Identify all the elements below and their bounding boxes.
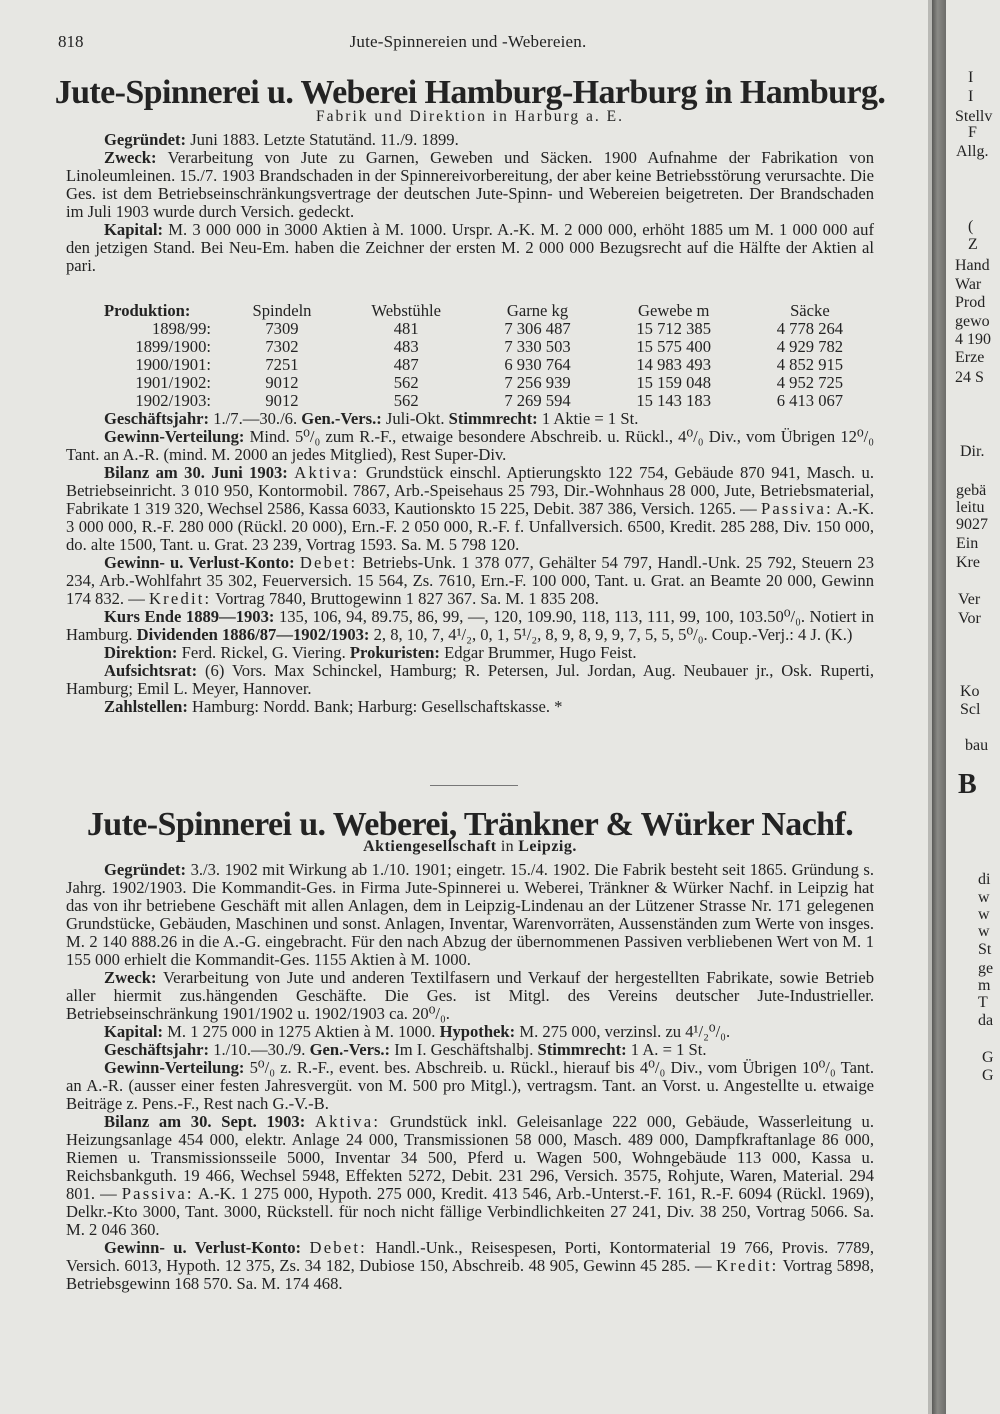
production-label: Produktion: xyxy=(104,301,191,320)
table-cell: 7 330 503 xyxy=(504,337,571,356)
ledger-side-label: Aktiva: xyxy=(314,1112,381,1131)
field-text: Vortrag 5898, Betriebsgewinn 168 570. Sa. M. 174 468. xyxy=(66,1256,874,1293)
adjacent-page-text-fragment: leitu xyxy=(956,499,985,516)
field-label: Zahlstellen: xyxy=(104,697,188,716)
running-header xyxy=(58,32,878,54)
table-cell: 4 952 725 xyxy=(776,373,844,392)
column-header: Spindeln xyxy=(252,301,312,320)
field-text: A.-K. 1 275 000, Hypoth. 275 000, Kredit. 413 546, Arb.-Unterst.-F. 161, R.-F. 6094 (Rückl. 1969), Delkr.-Kto 3000, Tant. 3000, Rückstell. für noch nicht fällige Verbindlichkeiten 27 241, Div. 38 250, Vortrag 5066. Sa. M. 2 046 360. xyxy=(66,1184,874,1239)
field-text: 1./10.—30./9. xyxy=(209,1040,310,1059)
paragraph xyxy=(66,149,874,221)
field-text: Mind. 5⁰/₀ zum R.-F., etwaige besondere Abschreib. u. Rückl., 4⁰/₀ Div., vom Übrigen 12⁰/₀ Tant. an A.-R. (mind. M. 2000 an jedes Mitglied), Rest Super-Div. xyxy=(66,427,874,464)
adjacent-page-text-fragment: Ver xyxy=(958,591,981,608)
table-cell: 7 306 487 xyxy=(504,319,571,338)
running-title: Jute-Spinnereien und -Webereien. xyxy=(349,32,587,51)
ledger-side-label: Debet: xyxy=(309,1238,367,1257)
adjacent-page-text-fragment: da xyxy=(978,1012,994,1029)
adjacent-page-text-fragment: Hand xyxy=(955,257,990,274)
field-text: Ferd. Rickel, G. Viering. xyxy=(177,643,350,662)
field-label: Gewinn- u. Verlust-Konto: xyxy=(104,1238,302,1257)
field-text: (6) Vors. Max Schinckel, Hamburg; R. Petersen, Jul. Jordan, Aug. Neubauer jr., Osk. Ruperti, Hamburg; Emil L. Meyer, Hannover. xyxy=(66,661,874,698)
company-subtitle-hamburg-harburg: Fabrik und Direktion in Harburg a. E. xyxy=(316,108,624,125)
table-row xyxy=(66,356,874,374)
field-label: Geschäftsjahr: xyxy=(104,409,210,428)
subtitle-company-form: Aktiengesellschaft xyxy=(363,838,497,855)
field-text: Betriebs-Unk. 1 378 077, Gehälter 54 797, Handl.-Unk. 25 792, Steuern 23 234, Arb.-Wohlfahrt 35 302, Feuerversich. 15 564, Zs. 7610, Ern.-F. 100 000, Tant. u. Grat. an Beamte 20 000, Gewinn 174 832. — xyxy=(66,553,874,608)
field-label: Zweck: xyxy=(104,148,157,167)
adjacent-page-text-fragment: Vor xyxy=(958,610,981,627)
table-cell: 15 143 183 xyxy=(636,391,712,410)
field-label: Stimmrecht: xyxy=(448,409,538,428)
adjacent-page-text-fragment: Erze xyxy=(955,349,985,366)
production-table xyxy=(66,302,874,410)
field-text: 135, 106, 94, 89.75, 86, 99, —, 120, 109.90, 118, 113, 111, 99, 100, 103.50⁰/₀. Notiert in Hamburg. xyxy=(66,607,874,644)
column-header: Garne kg xyxy=(506,301,569,320)
adjacent-page-text-fragment: Dir. xyxy=(960,443,985,460)
field-label: Gen.-Vers.: xyxy=(301,409,382,428)
table-cell: 9012 xyxy=(265,373,299,392)
production-table-header xyxy=(66,302,874,320)
book-binding-gutter xyxy=(932,0,946,1414)
company-subtitle-traenkner-wuerker xyxy=(40,838,900,856)
adjacent-page-text-fragment: gebä xyxy=(956,482,987,499)
table-cell: 562 xyxy=(393,391,419,410)
adjacent-page-text-fragment: Ein xyxy=(956,535,979,552)
field-text: Hamburg: Nordd. Bank; Harburg: Gesellschaftskasse. * xyxy=(187,697,563,716)
table-cell: 7302 xyxy=(265,337,299,356)
field-label: Kapital: xyxy=(104,220,164,239)
field-text: Juni 1883. Letzte Statutänd. 11./9. 1899. xyxy=(186,130,459,149)
row-year: 1899/1900: xyxy=(135,337,211,356)
field-text: Im I. Geschäftshalbj. xyxy=(390,1040,538,1059)
table-cell: 15 159 048 xyxy=(636,373,712,392)
adjacent-page-text-fragment: G xyxy=(982,1067,994,1084)
paragraph xyxy=(66,1113,874,1239)
field-text: Vortrag 7840, Bruttogewinn 1 827 367. Sa. M. 1 835 208. xyxy=(211,589,599,608)
paragraph xyxy=(66,131,874,149)
field-label: Aufsichtsrat: xyxy=(104,661,198,680)
paragraph xyxy=(66,554,874,608)
company-title-hamburg-harburg: Jute-Spinnerei u. Weberei Hamburg-Harburg in Hamburg. xyxy=(54,74,886,111)
paragraph xyxy=(66,1041,874,1059)
paragraph xyxy=(66,608,874,644)
adjacent-page-text-fragment: bau xyxy=(965,737,989,754)
table-cell: 481 xyxy=(393,319,419,338)
subtitle-city: Leipzig. xyxy=(518,838,577,855)
adjacent-page-text-fragment: T xyxy=(978,994,988,1011)
paragraph xyxy=(66,1023,874,1041)
field-text xyxy=(301,1238,309,1257)
table-row xyxy=(66,320,874,338)
table-cell: 562 xyxy=(393,373,419,392)
ledger-side-label: Debet: xyxy=(299,553,358,572)
table-cell: 7 256 939 xyxy=(504,373,571,392)
field-text: 1./7.—30./6. xyxy=(209,409,302,428)
field-text: M. 1 275 000 in 1275 Aktien à M. 1000. xyxy=(163,1022,440,1041)
adjacent-page-text-fragment: w xyxy=(978,923,990,940)
adjacent-page-text-fragment: di xyxy=(978,871,991,888)
field-label: Prokuristen: xyxy=(349,643,440,662)
field-text: 1 Aktie = 1 St. xyxy=(537,409,639,428)
field-label: Bilanz am 30. Sept. 1903: xyxy=(104,1112,306,1131)
adjacent-page-text-fragment: gewo xyxy=(955,313,990,330)
field-text: A.-K. 3 000 000, R.-F. 280 000 (Rückl. 20 000), Ern.-F. 2 050 000, R.-F. f. Unfallversich. 6500, Kredit. 285 288, Div. 150 000, do. alte 1500, Tant. u. Grat. 23 239, Vortrag 1593. Sa. M. 5 798 120. xyxy=(66,499,874,554)
adjacent-page-text-fragment: Allg. xyxy=(956,143,989,160)
adjacent-page-text-fragment: w xyxy=(978,906,990,923)
table-row xyxy=(66,338,874,356)
row-year: 1898/99: xyxy=(151,319,211,338)
paragraph xyxy=(66,644,874,662)
table-cell: 6 413 067 xyxy=(776,391,844,410)
row-year: 1902/1903: xyxy=(135,391,211,410)
field-text: 2, 8, 10, 7, 4¹/₂, 0, 1, 5¹/₂, 8, 9, 8, 9, 9, 7, 5, 5, 5⁰/₀. Coup.-Verj.: 4 J. (K.) xyxy=(369,625,853,644)
adjacent-page-text-fragment: 24 S xyxy=(955,369,984,386)
field-text: Verarbeitung von Jute zu Garnen, Geweben und Säcken. 1900 Aufnahme der Fabrikation von Linoleumleinen. 15./7. 1903 Brandschaden in der Spinnereivorbereitung, der aber keine Betriebsstörung verursachte. Die Ges. ist dem Betriebseinschränkungsvertrage der deutschen Jute-Spinn- und Webereien beigetreten. Der Brandschaden im Juli 1903 wurde durch Versich. gedeckt. xyxy=(66,148,874,221)
row-year: 1900/1901: xyxy=(135,355,211,374)
table-cell: 487 xyxy=(393,355,419,374)
adjacent-page-text-fragment: Z xyxy=(968,236,978,253)
paragraph xyxy=(66,428,874,464)
field-text: 5⁰/₀ z. R.-F., event. bes. Abschreib. u. Rückl., hierauf bis 4⁰/₀ Div., vom Übrigen 10⁰/₀ Tant. an A.-R. (ausser einer festen Jahresvergüt. von M. 500 pro Mitgl.), vertragsm. Tant. an Vorst. u. Angestellte u. etwaige Beiträge z. Pens.-F., Rest nach G.-V.-B. xyxy=(66,1058,874,1113)
adjacent-page-text-fragment: Stellv xyxy=(955,108,993,125)
adjacent-page-text-fragment: I xyxy=(968,69,974,86)
company-title-traenkner-wuerker: Jute-Spinnerei u. Weberei, Tränkner & Würker Nachf. xyxy=(86,806,854,843)
field-text: Verarbeitung von Jute und anderen Textilfasern und Verkauf der hergestellten Fabrikate, sowie Betrieb aller hiermit zus.hängenden Geschäfte. Die Ges. ist Mitgl. des Vereins deutscher Jute-Industrieller. Betriebseinschränkung 1901/1902 u. 1902/1903 ca. 20⁰/₀. xyxy=(66,968,874,1023)
field-label: Kurs Ende 1889—1903: xyxy=(104,607,275,626)
paragraph xyxy=(66,1239,874,1293)
table-cell: 4 778 264 xyxy=(776,319,844,338)
table-cell: 15 712 385 xyxy=(636,319,712,338)
adjacent-page-text-fragment: I xyxy=(968,88,974,105)
field-text: 1 A. = 1 St. xyxy=(626,1040,707,1059)
subtitle-in: in xyxy=(496,838,519,855)
column-header: Säcke xyxy=(790,301,830,320)
adjacent-page-text-fragment: B xyxy=(958,769,977,800)
adjacent-page-text-fragment: G xyxy=(982,1049,994,1066)
table-cell: 7251 xyxy=(265,355,299,374)
field-label: Gewinn-Verteilung: xyxy=(104,427,245,446)
field-label: Geschäftsjahr: xyxy=(104,1040,210,1059)
section2-body xyxy=(66,861,874,1293)
table-row xyxy=(66,392,874,410)
adjacent-page-text-fragment: Prod xyxy=(955,294,986,311)
page-number: 818 xyxy=(58,32,84,51)
table-cell: 9012 xyxy=(265,391,299,410)
paragraph xyxy=(66,410,874,428)
section1-body-b xyxy=(66,410,874,716)
adjacent-page-text-fragment: m xyxy=(978,977,991,994)
adjacent-page-text-fragment: F xyxy=(968,124,977,141)
table-cell: 7309 xyxy=(265,319,299,338)
field-label: Zweck: xyxy=(104,968,157,987)
adjacent-page-text-fragment: 9027 xyxy=(956,516,988,533)
adjacent-page-text-fragment: Kre xyxy=(956,554,980,571)
field-label: Kapital: xyxy=(104,1022,164,1041)
field-text: Juli-Okt. xyxy=(381,409,449,428)
field-text: Grundstück einschl. Aptierungskto 122 754, Gebäude 870 941, Masch. u. Betriebseinricht. 3 010 950, Kontormobil. 7867, Arb.-Speisehaus 25 793, Dir.-Wohnhaus 28 000, Jute, Betriebsmaterial, Fabrikate 1 319 320, Wechsel 2586, Kassa 6033, Kautionskto 15 225, Debit. 387 386, Versich. 1265. — xyxy=(66,463,874,518)
adjacent-page-text-fragment: St xyxy=(978,941,992,958)
table-cell: 7 269 594 xyxy=(504,391,571,410)
field-text xyxy=(305,1112,315,1131)
field-text: Edgar Brummer, Hugo Feist. xyxy=(439,643,637,662)
table-cell: 483 xyxy=(393,337,419,356)
adjacent-page-text-fragment: w xyxy=(978,889,990,906)
ledger-side-label: Passiva: xyxy=(121,1184,194,1203)
field-text: Grundstück inkl. Geleisanlage 222 000, Gebäude, Wasserleitung u. Heizungsanlage 454 000, elektr. Anlage 24 000, Transmissionen 58 000, Masch. 489 000, Dampfkraftanlage 86 000, Riemen u. Transmissionsseile 5000, Inventar 34 500, Pferd u. Wagen 500, Wohngebäude 113 000, Kassa u. Reichsbankguth. 19 466, Wechsel 5948, Effekten 5272, Debit. 231 296, Versich. 3575, Rohjute, Waren, Material. 294 801. — xyxy=(66,1112,874,1203)
column-header: Webstühle xyxy=(371,301,441,320)
adjacent-page-text-fragment: Ko xyxy=(960,683,980,700)
field-label: Stimmrecht: xyxy=(537,1040,627,1059)
paragraph xyxy=(66,969,874,1023)
field-label: Dividenden 1886/87—1902/1903: xyxy=(136,625,370,644)
paragraph xyxy=(66,464,874,554)
field-label: Hypothek: xyxy=(439,1022,516,1041)
section-divider xyxy=(430,785,518,786)
adjacent-page-text-fragment: ge xyxy=(978,960,994,977)
column-header: Gewebe m xyxy=(637,301,710,320)
ledger-side-label: Passiva: xyxy=(760,499,833,518)
field-text: 3./3. 1902 mit Wirkung ab 1./10. 1901; eingetr. 15./4. 1902. Die Fabrik besteht seit 1865. Gründung s. Jahrg. 1902/1903. Die Kommandit-Ges. in Firma Jute-Spinnerei u. Weberei, Tränkner & Würker Nachf. in Leipzig hat das von ihr betriebene Geschäft mit allen Anlagen, dem in Leipzig-Lindenau an der Lützener Strasse Nr. 171 gelegenen Grundstücke, Gebäuden, Maschinen und sonst. Anlagen, Inventar, Warenvorräten, Aussenständen zum Werte von insges. M. 2 140 888.26 in die A.-G. eingebracht. Für den nach Abzug der übernommenen Passiven verbliebenen Wert von M. 1 155 000 erhielt die Kommandit-Ges. 1155 Aktien à M. 1000. xyxy=(66,860,874,969)
ledger-side-label: Kredit: xyxy=(716,1256,779,1275)
table-cell: 6 930 764 xyxy=(504,355,571,374)
paragraph xyxy=(66,1059,874,1113)
field-label: Gegründet: xyxy=(104,860,187,879)
row-year: 1901/1902: xyxy=(135,373,211,392)
paragraph xyxy=(66,221,874,275)
paragraph xyxy=(66,662,874,698)
table-cell: 15 575 400 xyxy=(636,337,712,356)
adjacent-page-text-fragment: 4 190 xyxy=(955,331,991,348)
table-row xyxy=(66,374,874,392)
field-label: Gegründet: xyxy=(104,130,187,149)
section1-body-a xyxy=(66,131,874,275)
field-label: Gen.-Vers.: xyxy=(309,1040,391,1059)
table-cell: 4 852 915 xyxy=(776,355,844,374)
adjacent-page-text-fragment: ( xyxy=(968,218,974,235)
adjacent-page-text-fragment: War xyxy=(955,276,982,293)
field-label: Direktion: xyxy=(104,643,178,662)
field-label: Gewinn-Verteilung: xyxy=(104,1058,245,1077)
field-label: Gewinn- u. Verlust-Konto: xyxy=(104,553,295,572)
ledger-side-label: Kredit: xyxy=(148,589,212,608)
field-label: Bilanz am 30. Juni 1903: xyxy=(104,463,288,482)
field-text: M. 275 000, verzinsl. zu 4¹/₂⁰/₀. xyxy=(515,1022,731,1041)
table-cell: 14 983 493 xyxy=(636,355,712,374)
field-text: M. 3 000 000 in 3000 Aktien à M. 1000. Urspr. A.-K. M. 2 000 000, erhöht 1885 um M. 1 000 000 auf den jetzigen Stand. Bei Neu-Em. haben die Zeichner der ersten M. 2 000 000 Bezugsrecht auf die Hälfte der Aktien al pari. xyxy=(66,220,874,275)
adjacent-page-text-fragment: Scl xyxy=(960,701,981,718)
paragraph xyxy=(66,861,874,969)
table-cell: 4 929 782 xyxy=(776,337,844,356)
ledger-side-label: Aktiva: xyxy=(294,463,360,482)
paragraph xyxy=(66,698,874,716)
field-text: Handl.-Unk., Reisespesen, Porti, Kontormaterial 19 766, Provis. 7789, Versich. 6013, Hypoth. 12 375, Zs. 34 182, Dubiose 150, Abschreib. 48 905, Gewinn 45 285. — xyxy=(66,1238,874,1275)
